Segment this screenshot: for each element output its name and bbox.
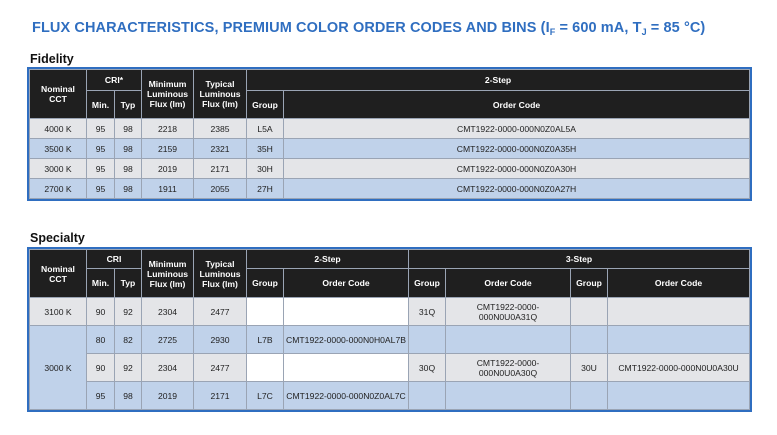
title-text-suffix: = 85 °C) [646, 20, 706, 36]
cell-typ-flux: 2055 [194, 179, 247, 199]
cell-typ-flux: 2171 [194, 382, 247, 410]
cell-cct: 2700 K [30, 179, 87, 199]
cell-group-3step [571, 298, 608, 326]
cell-code-2step [284, 354, 409, 382]
title-subscript-f: F [549, 27, 556, 37]
cell-order-code: CMT1922-0000-000N0Z0A35H [284, 139, 750, 159]
cell-group: 30H [247, 159, 284, 179]
specialty-table [29, 249, 750, 410]
header-order-code: Order Code [284, 269, 409, 298]
header-group: Group [247, 91, 284, 119]
cell-cri-typ: 98 [115, 159, 142, 179]
cell-cri-min: 95 [87, 382, 115, 410]
header-cri: CRI* [87, 70, 142, 91]
header-order-code: Order Code [608, 269, 750, 298]
cell-code-3step: CMT1922-0000-000N0U0A30U [608, 354, 750, 382]
cell-group-2step: L7B [247, 326, 284, 354]
cell-cri-min: 95 [87, 179, 115, 199]
title-subscript-j: J [641, 27, 647, 37]
fidelity-table [29, 69, 750, 199]
cell-min-flux: 2725 [142, 326, 194, 354]
cell-min-flux: 2019 [142, 159, 194, 179]
cell-min-flux: 2218 [142, 119, 194, 139]
cell-min-flux: 2159 [142, 139, 194, 159]
cell-group-2step: L7C [247, 382, 284, 410]
table-row [30, 382, 750, 410]
cell-code-2step: CMT1922-0000-000N0Z0AL7C [284, 382, 409, 410]
header-cri-typ: Typ [115, 91, 142, 119]
cell-group: 27H [247, 179, 284, 199]
cell-cri-typ: 92 [115, 298, 142, 326]
cell-group-3step [409, 326, 446, 354]
cell-group-2step [247, 354, 284, 382]
cell-cri-typ: 82 [115, 326, 142, 354]
table-row [30, 326, 750, 354]
cell-code-3step: CMT1922-0000-000N0U0A30Q [446, 354, 571, 382]
cell-group-3step: 30Q [409, 354, 446, 382]
cell-cri-min: 95 [87, 139, 115, 159]
page-title [32, 20, 705, 37]
cell-typ-flux: 2930 [194, 326, 247, 354]
cell-typ-flux: 2477 [194, 354, 247, 382]
header-cri: CRI [87, 250, 142, 269]
cell-cri-min: 95 [87, 159, 115, 179]
cell-cri-min: 80 [87, 326, 115, 354]
cell-cri-typ: 98 [115, 119, 142, 139]
cell-group: 35H [247, 139, 284, 159]
cell-order-code: CMT1922-0000-000N0Z0AL5A [284, 119, 750, 139]
cell-cri-typ: 98 [115, 139, 142, 159]
cell-min-flux: 1911 [142, 179, 194, 199]
cell-typ-flux: 2477 [194, 298, 247, 326]
fidelity-heading: Fidelity [30, 52, 74, 66]
cell-code-3step [608, 326, 750, 354]
cell-group: L5A [247, 119, 284, 139]
cell-min-flux: 2019 [142, 382, 194, 410]
cell-cri-min: 95 [87, 119, 115, 139]
cell-cct: 3500 K [30, 139, 87, 159]
title-text-mid: = 600 mA, T [555, 20, 642, 36]
cell-group-3step [571, 382, 608, 410]
cell-code-3step [446, 326, 571, 354]
cell-typ-flux: 2171 [194, 159, 247, 179]
header-two-step: 2-Step [247, 70, 750, 91]
table-row [30, 159, 750, 179]
cell-cct: 4000 K [30, 119, 87, 139]
header-typ-flux: Typical Luminous Flux (lm) [194, 70, 247, 119]
cell-min-flux: 2304 [142, 354, 194, 382]
cell-cri-typ: 98 [115, 382, 142, 410]
cell-group-2step [247, 298, 284, 326]
cell-min-flux: 2304 [142, 298, 194, 326]
cell-code-3step [608, 298, 750, 326]
header-min-flux: Minimum Luminous Flux (lm) [142, 250, 194, 298]
cell-code-2step [284, 298, 409, 326]
cell-code-3step [446, 382, 571, 410]
cell-typ-flux: 2385 [194, 119, 247, 139]
cell-cri-typ: 98 [115, 179, 142, 199]
header-cri-min: Min. [87, 91, 115, 119]
cell-order-code: CMT1922-0000-000N0Z0A27H [284, 179, 750, 199]
specialty-heading: Specialty [30, 231, 85, 245]
table-row [30, 139, 750, 159]
header-group: Group [409, 269, 446, 298]
cell-cri-min: 90 [87, 298, 115, 326]
cell-typ-flux: 2321 [194, 139, 247, 159]
header-three-step: 3-Step [409, 250, 750, 269]
table-row [30, 298, 750, 326]
cell-cct: 3000 K [30, 326, 87, 410]
cell-code-3step: CMT1922-0000-000N0U0A31Q [446, 298, 571, 326]
cell-cri-min: 90 [87, 354, 115, 382]
title-text: FLUX CHARACTERISTICS, PREMIUM COLOR ORDER CODES AND BINS (I [32, 20, 550, 36]
header-cri-min: Min. [87, 269, 115, 298]
cell-code-3step [608, 382, 750, 410]
table-row [30, 179, 750, 199]
cell-group-3step [571, 326, 608, 354]
header-typ-flux: Typical Luminous Flux (lm) [194, 250, 247, 298]
table-row [30, 354, 750, 382]
cell-order-code: CMT1922-0000-000N0Z0A30H [284, 159, 750, 179]
cell-group-3step: 30U [571, 354, 608, 382]
header-group: Group [247, 269, 284, 298]
header-cri-typ: Typ [115, 269, 142, 298]
header-order-code: Order Code [446, 269, 571, 298]
header-two-step: 2-Step [247, 250, 409, 269]
header-order-code: Order Code [284, 91, 750, 119]
cell-cct: 3000 K [30, 159, 87, 179]
header-nominal-cct: Nominal CCT [30, 250, 87, 298]
header-nominal-cct: Nominal CCT [30, 70, 87, 119]
cell-group-3step: 31Q [409, 298, 446, 326]
header-min-flux: Minimum Luminous Flux (lm) [142, 70, 194, 119]
header-group: Group [571, 269, 608, 298]
cell-cri-typ: 92 [115, 354, 142, 382]
cell-cct: 3100 K [30, 298, 87, 326]
table-row [30, 119, 750, 139]
cell-code-2step: CMT1922-0000-000N0H0AL7B [284, 326, 409, 354]
cell-group-3step [409, 382, 446, 410]
